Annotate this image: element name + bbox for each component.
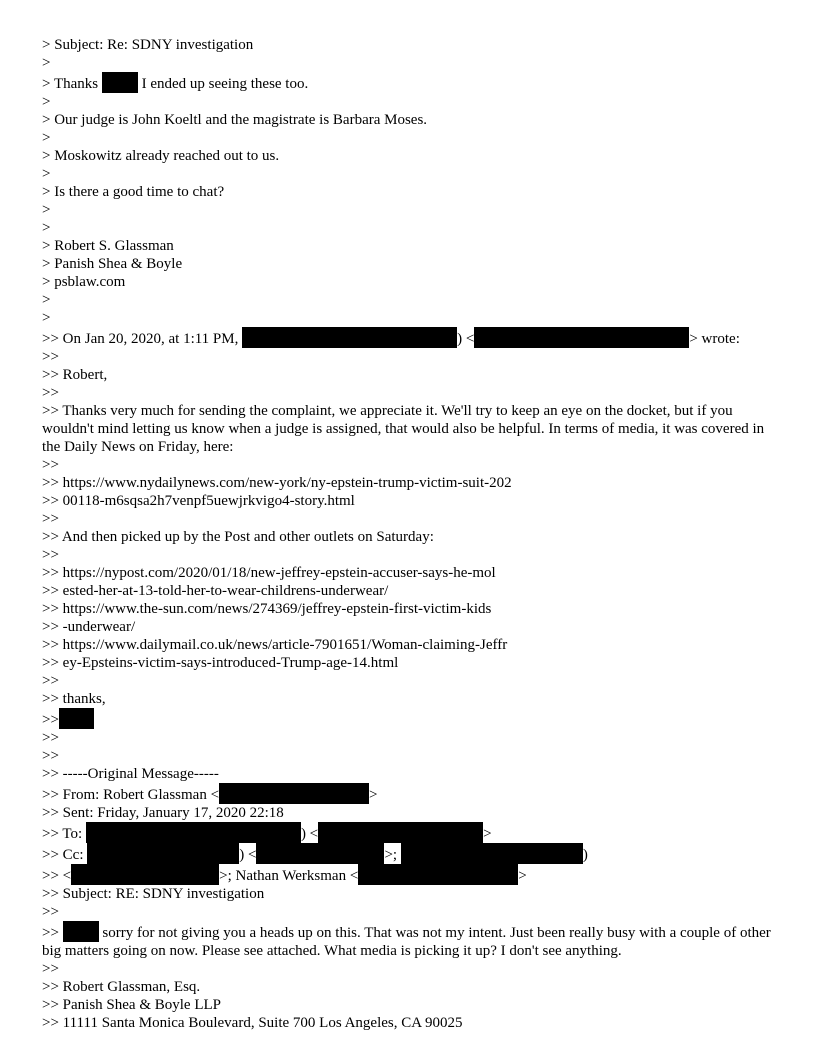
post-line: >> And then picked up by the Post and other outlets on Saturday: — [42, 529, 434, 545]
paren-open: ) < — [239, 847, 257, 863]
original-body — [42, 921, 782, 960]
redaction-box — [86, 822, 301, 843]
nested-marker: >> — [42, 457, 59, 473]
redaction-box — [102, 72, 138, 93]
judge-line: > Our judge is John Koeltl and the magistrate is Barbara Moses. — [42, 112, 428, 128]
nested-marker: >> — [42, 961, 59, 977]
dailymail-link-part1[interactable]: >> https://www.dailymail.co.uk/news/article-7901651/Woman-claiming-Jeffr — [42, 637, 508, 653]
redacted-signoff-line — [42, 708, 782, 729]
paren-close: ) — [582, 847, 588, 863]
cc-continuation-line — [42, 864, 782, 885]
original-signature-address: >> 11111 Santa Monica Boulevard, Suite 700 Los Angeles, CA 90025 — [42, 1015, 463, 1031]
redaction-box — [358, 864, 518, 885]
nested-marker: >> — [42, 349, 59, 365]
cc2-prefix: >> < — [42, 868, 72, 884]
quote-marker: > — [42, 292, 51, 308]
quote-marker: > — [42, 130, 51, 146]
to-prefix: >> To: — [42, 826, 86, 842]
dailymail-link-part2[interactable]: >> ey-Epsteins-victim-says-introduced-Trump-age-14.html — [42, 655, 399, 671]
body-prefix: >> — [42, 925, 63, 941]
redaction-box — [219, 783, 369, 804]
nypost-link-part2[interactable]: >> ested-her-at-13-told-her-to-wear-childrens-underwear/ — [42, 583, 389, 599]
thesun-link-part1[interactable]: >> https://www.the-sun.com/news/274369/jeffrey-epstein-first-victim-kids — [42, 601, 492, 617]
quote-marker: > — [42, 94, 51, 110]
redaction-box — [71, 864, 219, 885]
chat-line: > Is there a good time to chat? — [42, 184, 225, 200]
original-signature-firm: >> Panish Shea & Boyle LLP — [42, 997, 221, 1013]
cc-prefix: >> Cc: — [42, 847, 88, 863]
quote-marker: > — [42, 310, 51, 326]
moskowitz-line: > Moskowitz already reached out to us. — [42, 148, 280, 164]
thanks-close: >> thanks, — [42, 691, 106, 707]
redaction-box — [318, 822, 483, 843]
original-message-separator: >> -----Original Message----- — [42, 766, 219, 782]
greeting: >> Robert, — [42, 367, 108, 383]
quote-marker: > — [42, 220, 51, 236]
sent-line: >> Sent: Friday, January 17, 2020 22:18 — [42, 805, 284, 821]
angle-close: > — [518, 868, 527, 884]
redaction-box — [474, 327, 689, 348]
signature-firm: > Panish Shea & Boyle — [42, 256, 183, 272]
quote-marker: > — [42, 55, 51, 71]
quote-marker: > — [42, 202, 51, 218]
thanks-suffix: I ended up seeing these too. — [137, 76, 309, 92]
angle-close: > — [483, 826, 492, 842]
email-document — [42, 36, 782, 1032]
nested-marker: >> — [42, 748, 59, 764]
redaction-box — [59, 708, 94, 729]
thanks-line — [42, 72, 782, 93]
signature-name: > Robert S. Glassman — [42, 238, 174, 254]
thesun-link-part2[interactable]: >> -underwear/ — [42, 619, 136, 635]
body-text: sorry for not giving you a heads up on this. That was not my intent. Just been really busy with a couple of other big matters going on now. Please see attached. What media is picking it up? I don't see anything. — [42, 925, 771, 959]
nydailynews-link-part1[interactable]: >> https://www.nydailynews.com/new-york/ny-epstein-trump-victim-suit-202 — [42, 475, 512, 491]
nested-marker: >> — [42, 511, 59, 527]
on-date-prefix: >> On Jan 20, 2020, at 1:11 PM, — [42, 331, 243, 347]
nested-marker: >> — [42, 385, 59, 401]
nested-marker: >> — [42, 730, 59, 746]
angle-close: > — [369, 787, 378, 803]
nydailynews-link-part2[interactable]: >> 00118-m6sqsa2h7venpf5uewjrkvigo4-story.html — [42, 493, 355, 509]
nested-marker: >> — [42, 712, 59, 728]
original-signature-name: >> Robert Glassman, Esq. — [42, 979, 201, 995]
quoted-subject: > Subject: Re: SDNY investigation — [42, 37, 254, 53]
on-date-wrote-line — [42, 327, 782, 348]
redaction-box — [87, 843, 239, 864]
redaction-box — [256, 843, 384, 864]
nypost-link-part1[interactable]: >> https://nypost.com/2020/01/18/new-jeffrey-epstein-accuser-says-he-mol — [42, 565, 496, 581]
signature-website: > psblaw.com — [42, 274, 126, 290]
redaction-box — [242, 327, 457, 348]
nested-marker: >> — [42, 904, 59, 920]
paren-open: ) < — [457, 331, 475, 347]
wrote-suffix: > wrote: — [689, 331, 740, 347]
paren-open: ) < — [300, 826, 319, 842]
redaction-box — [63, 921, 99, 942]
nathan-werksman: >; Nathan Werksman < — [219, 868, 359, 884]
nested-marker: >> — [42, 547, 59, 563]
from-prefix: >> From: Robert Glassman < — [42, 787, 220, 803]
body-paragraph: >> Thanks very much for sending the complaint, we appreciate it. We'll try to keep an eye on the docket, but if you wouldn't mind letting us know when a judge is assigned, that would also be helpful. In terms of media, it was covered in the Daily News on Friday, here: — [42, 403, 765, 455]
semicolon-separator: >; — [384, 847, 401, 863]
from-line — [42, 783, 782, 804]
to-line — [42, 822, 782, 843]
thanks-prefix: > Thanks — [42, 76, 102, 92]
redaction-box — [401, 843, 583, 864]
original-subject: >> Subject: RE: SDNY investigation — [42, 886, 265, 902]
nested-marker: >> — [42, 673, 59, 689]
cc-line — [42, 843, 782, 864]
quote-marker: > — [42, 166, 51, 182]
